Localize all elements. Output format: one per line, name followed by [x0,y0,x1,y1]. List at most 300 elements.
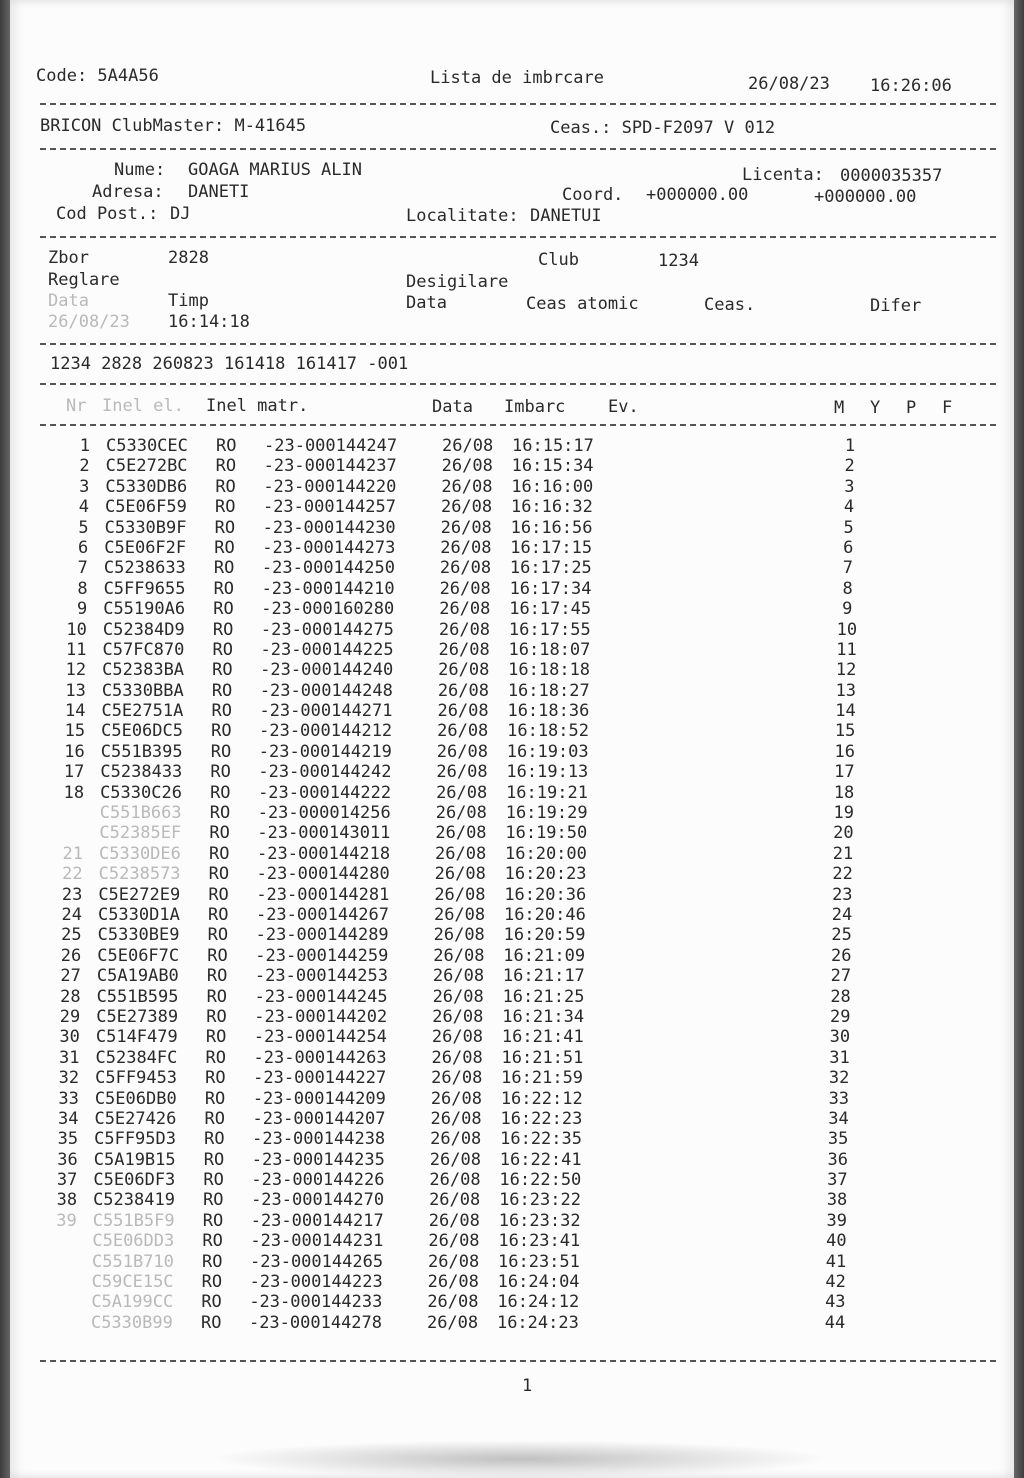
country-code: RO [203,1170,224,1191]
electronic-ring: C551B395 [100,741,183,762]
registration-ring: -23-000144263 [253,1047,387,1068]
row-number: 6 [78,537,89,558]
electronic-ring: C5330C26 [100,782,182,803]
position-m: 8 [842,578,853,599]
table-row [47,640,951,660]
electronic-ring: C5A19AB0 [96,966,179,987]
position-m: 5 [843,517,854,538]
table-row [50,436,950,456]
position-m: 24 [831,904,853,925]
print-date: 26/08/23 [748,74,830,94]
name-label: Nume: [114,160,166,180]
table-row [47,620,950,640]
row-number: 11 [66,639,87,660]
arrival-date: 26/08 [435,803,487,824]
position-m: 34 [828,1108,849,1129]
position-m: 14 [835,701,856,722]
registration-ring: -23-000144202 [254,1006,388,1027]
registration-ring: -23-000144235 [251,1149,385,1170]
electronic-ring: C57FC870 [102,639,185,660]
row-number: 16 [64,741,85,762]
country-code: RO [205,1027,227,1048]
country-code: RO [204,1108,225,1129]
row-number: 34 [57,1108,79,1129]
position-m: 12 [835,660,857,681]
arrival-time: 16:23:32 [498,1210,581,1231]
arrival-time: 16:17:34 [509,578,592,599]
divider [40,383,996,385]
country-code: RO [211,721,232,742]
country-code: RO [202,1210,224,1231]
electronic-ring: C514F479 [95,1027,178,1048]
arrival-time: 16:20:46 [503,904,586,925]
table-row [41,966,950,986]
position-m: 4 [843,497,855,518]
row-number: 28 [60,986,81,1007]
table-row [35,1292,950,1312]
arrival-date: 26/08 [440,497,493,518]
reglare-date: 26/08/23 [48,312,130,332]
electronic-ring: C52383BA [102,660,185,681]
arrival-time: 16:22:23 [500,1108,583,1129]
arrival-time: 16:21:34 [502,1006,585,1027]
timp-label: Timp [168,291,209,311]
licence-label: Licenta: [742,165,824,185]
country-code: RO [210,782,231,803]
arrival-time: 16:19:13 [506,762,589,783]
arrival-date: 26/08 [428,1210,480,1231]
country-code: RO [209,823,230,844]
arrival-date: 26/08 [438,619,491,640]
country-code: RO [205,1068,226,1089]
electronic-ring: C5330BE9 [97,925,180,946]
arrival-time: 16:15:34 [511,456,594,477]
table-row [49,518,950,538]
registration-ring: -23-000144219 [258,741,392,762]
electronic-ring: C5FF9453 [95,1068,178,1089]
electronic-ring: C5FF95D3 [94,1129,176,1150]
col-inel-matr: Inel matr. [206,396,309,416]
row-number: 33 [58,1088,79,1109]
coord-label: Coord. [562,185,624,205]
arrival-time: 16:21:17 [502,966,585,987]
arrival-date: 26/08 [431,1047,483,1068]
arrival-date: 26/08 [436,762,488,783]
arrival-date: 26/08 [437,701,489,722]
table-row [48,558,950,578]
arrival-date: 26/08 [436,782,488,803]
arrival-time: 16:23:22 [499,1190,581,1211]
registration-ring: -23-000144230 [262,517,396,538]
registration-ring: -23-000144226 [251,1170,385,1191]
arrival-date: 26/08 [427,1292,479,1313]
country-code: RO [206,986,228,1007]
clock-label: Ceas.: SPD-F2097 V 012 [550,118,776,138]
photo-shadow [210,1440,830,1478]
reglare-data-label: Data [48,291,89,311]
country-code: RO [207,945,228,966]
reglare-time: 16:14:18 [168,312,250,332]
position-m: 6 [843,537,854,558]
owner-address: DANETI [188,182,250,202]
arrival-time: 16:19:29 [505,803,588,824]
arrival-time: 16:18:52 [507,721,589,742]
row-number: 32 [58,1068,80,1089]
country-code: RO [202,1251,223,1272]
electronic-ring: C55190A6 [103,599,186,620]
position-m: 23 [832,884,853,905]
coord-value-2: +000000.00 [814,187,917,207]
table-row [44,783,950,803]
registration-ring: -23-000144209 [252,1088,386,1109]
position-m: 43 [825,1292,846,1313]
col-inel-el: Inel el. [102,396,184,416]
electronic-ring: C5330D1A [97,904,180,925]
row-number: 27 [60,966,81,987]
arrival-time: 16:19:21 [506,782,588,803]
arrival-time: 16:16:00 [511,476,594,497]
table-row [50,456,950,476]
arrival-date: 26/08 [437,680,489,701]
arrival-time: 16:20:36 [504,884,587,905]
row-number: 21 [62,843,83,864]
col-ev: Ev. [608,397,639,417]
arrival-date: 26/08 [435,843,487,864]
arrival-date: 26/08 [438,639,490,660]
table-row [37,1170,950,1190]
row-number: 25 [61,925,82,946]
registration-ring: -23-000144227 [253,1068,387,1089]
registration-ring: -23-000144240 [260,660,394,681]
col-imbarc: Imbarc [504,397,566,417]
registration-ring: -23-000144248 [259,680,393,701]
arrival-date: 26/08 [429,1149,481,1170]
registration-ring: -23-000160280 [261,599,395,620]
arrival-date: 26/08 [426,1312,479,1333]
row-number: 31 [59,1047,80,1068]
electronic-ring: C5238573 [98,864,181,885]
table-row [39,1068,950,1088]
position-m: 9 [842,599,853,620]
table-row [45,701,950,721]
registration-ring: -23-000144254 [253,1027,387,1048]
arrival-time: 16:18:36 [507,701,590,722]
registration-ring: -23-000144212 [259,721,393,742]
arrival-time: 16:23:51 [498,1251,580,1272]
position-m: 21 [832,843,854,864]
electronic-ring: C551B595 [96,986,179,1007]
row-number: 29 [59,1006,81,1027]
position-m: 26 [831,945,852,966]
col-nr: Nr [66,396,87,416]
owner-name: GOAGA MARIUS ALIN [188,160,362,180]
arrival-time: 16:22:50 [499,1170,582,1191]
difer-label: Difer [870,296,922,316]
ceas-label: Ceas. [704,295,756,315]
country-code: RO [207,904,229,925]
country-code: RO [214,517,236,538]
table-row [42,925,950,945]
country-code: RO [214,537,235,558]
registration-ring: -23-000144265 [250,1251,384,1272]
electronic-ring: C5E06DF3 [93,1170,176,1191]
country-code: RO [205,1047,226,1068]
table-row [41,946,950,966]
registration-ring: -23-000144250 [261,558,395,579]
arrival-time: 16:17:25 [509,558,592,579]
table-row [39,1089,950,1109]
position-m: 13 [835,680,857,701]
position-m: 27 [830,966,852,987]
row-number: 39 [56,1210,77,1231]
country-code: RO [209,843,230,864]
registration-ring: -23-000144223 [249,1272,383,1293]
registration-ring: -23-000144247 [264,436,398,456]
arrival-date: 26/08 [432,1006,484,1027]
arrival-date: 26/08 [431,1068,483,1089]
arrival-time: 16:15:17 [512,436,594,456]
table-row [38,1129,950,1149]
row-number: 12 [65,660,87,681]
arrival-time: 16:22:12 [500,1088,583,1109]
registration-ring: -23-000144257 [262,497,397,518]
arrival-date: 26/08 [430,1108,482,1129]
country-code: RO [204,1088,226,1109]
divider [40,1360,996,1362]
table-row [48,538,950,558]
owner-postcode: DJ [170,204,191,224]
position-m: 44 [824,1312,846,1333]
arrival-date: 26/08 [437,721,489,742]
row-number: 14 [64,701,86,722]
arrival-time: 16:19:03 [506,741,589,762]
row-number: 38 [56,1190,78,1211]
country-code: RO [213,578,235,599]
arrival-time: 16:20:00 [505,843,587,864]
arrival-time: 16:18:27 [507,680,590,701]
row-number: 15 [64,721,86,742]
arrival-date: 26/08 [441,456,493,477]
position-m: 17 [834,762,855,783]
table-row [40,1027,950,1047]
country-code: RO [212,619,234,640]
table-row [38,1109,950,1129]
table-row [49,477,950,497]
position-m: 42 [825,1272,846,1293]
position-m: 15 [834,721,856,742]
table-row [43,864,950,884]
country-code: RO [210,762,231,783]
table-row [42,885,950,905]
row-number: 23 [61,884,83,905]
arrival-time: 16:18:07 [508,639,591,660]
flight-summary-line: 1234 2828 260823 161418 161417 -001 [50,354,409,374]
position-m: 35 [827,1129,849,1150]
arrival-time: 16:22:35 [500,1129,582,1150]
country-code: RO [208,884,229,905]
position-m: 31 [829,1047,850,1068]
country-code: RO [213,558,235,579]
position-m: 39 [826,1210,847,1231]
arrival-date: 26/08 [433,904,486,925]
registration-ring: -23-000144271 [259,701,393,722]
country-code: RO [211,701,232,722]
table-row [46,681,950,701]
registration-ring: -23-000144270 [251,1190,385,1211]
country-code: RO [200,1312,222,1333]
row-number: 13 [65,680,86,701]
country-code: RO [202,1231,223,1252]
registration-ring: -23-000144237 [263,456,397,477]
col-y: Y [870,398,881,418]
arrival-time: 16:21:59 [501,1068,584,1089]
col-p: P [906,398,917,418]
table-row [37,1190,950,1210]
electronic-ring: C5E272BC [105,456,188,477]
table-row [42,905,950,925]
electronic-ring: C52384FC [95,1047,178,1068]
table-row [37,1211,950,1231]
country-code: RO [210,741,232,762]
arrival-time: 16:21:51 [501,1047,584,1068]
electronic-ring: C5238419 [93,1190,175,1211]
row-number: 26 [60,945,82,966]
position-m: 18 [833,782,855,803]
electronic-ring: C5A199CC [91,1292,174,1313]
electronic-ring: C551B5F9 [92,1210,175,1231]
country-code: RO [203,1149,225,1170]
table-row [45,742,950,762]
registration-ring: -23-000144281 [256,884,390,905]
electronic-ring: C5330DE6 [99,843,181,864]
row-number: 30 [59,1027,80,1048]
registration-ring: -23-000144233 [249,1292,383,1313]
position-m: 16 [834,741,855,762]
position-m: 32 [828,1068,850,1089]
club-number: 1234 [658,251,699,271]
arrival-time: 16:22:41 [499,1149,582,1170]
country-code: RO [203,1190,224,1211]
electronic-ring: C5E27426 [94,1108,177,1129]
registration-ring: -23-000144222 [258,782,392,803]
registration-ring: -23-000144259 [255,945,389,966]
electronic-ring: C5E06F59 [104,497,187,518]
arrival-date: 26/08 [439,558,492,579]
arrival-time: 16:17:45 [509,599,592,620]
country-code: RO [208,864,230,885]
arrival-time: 16:18:18 [508,660,591,681]
col-data: Data [432,397,473,417]
table-row [47,599,950,619]
registration-ring: -23-000144245 [254,986,388,1007]
arrival-date: 26/08 [441,476,493,497]
table-row [49,497,950,517]
arrival-date: 26/08 [430,1129,482,1150]
registration-ring: -23-000014256 [257,803,391,824]
position-m: 11 [836,639,857,660]
row-number: 1 [79,436,90,456]
arrival-date: 26/08 [433,945,485,966]
table-row [36,1272,950,1292]
licence-number: 0000035357 [840,166,943,186]
row-number: 9 [76,599,88,620]
arrival-time: 16:20:59 [503,925,586,946]
country-code: RO [209,803,231,824]
table-row [41,987,950,1007]
registration-ring: -23-000144207 [252,1108,386,1129]
table-row [36,1231,950,1251]
row-number: 22 [62,864,83,885]
electronic-ring: C551B710 [92,1251,174,1272]
electronic-ring: C5E06DB0 [94,1088,177,1109]
registration-ring: -23-000144242 [258,762,392,783]
arrival-date: 26/08 [432,986,484,1007]
position-m: 33 [828,1088,850,1109]
country-code: RO [212,639,233,660]
divider [40,148,996,150]
row-number: 5 [78,517,89,538]
arrival-time: 16:21:09 [503,945,586,966]
table-row [35,1313,950,1333]
electronic-ring: C5E2751A [101,701,184,722]
registration-ring: -23-000144225 [260,639,394,660]
arrival-time: 16:19:50 [505,823,588,844]
electronic-ring: C5E06DD3 [92,1231,175,1252]
registration-ring: -23-000144289 [255,925,389,946]
arrival-time: 16:20:23 [504,864,587,885]
registration-ring: -23-000144267 [255,904,390,925]
registration-ring: -23-000143011 [257,823,391,844]
row-number: 4 [78,497,89,518]
registration-ring: -23-000144217 [250,1210,384,1231]
registration-ring: -23-000144218 [257,843,391,864]
divider [40,103,996,105]
position-m: 38 [826,1190,848,1211]
arrival-date: 26/08 [435,823,487,844]
table-row [36,1252,950,1272]
table-row [40,1048,951,1068]
desigilare-label: Desigilare [406,272,509,292]
position-m: 25 [831,925,852,946]
document-title: Lista de imbrcare [430,68,604,88]
position-m: 29 [829,1006,851,1027]
position-m: 2 [844,456,855,477]
ceas-atomic-label: Ceas atomic [526,294,639,314]
electronic-ring: C5330CEC [106,436,188,456]
position-m: 3 [844,476,855,497]
arrival-time: 16:24:12 [497,1292,580,1313]
arrival-date: 26/08 [429,1190,481,1211]
table-row [45,721,950,741]
arrival-date: 26/08 [439,578,491,599]
table-row [44,803,950,823]
page-number: 1 [522,1376,533,1396]
electronic-ring: C5330B99 [90,1312,173,1333]
row-number: 18 [63,782,85,803]
owner-locality: DANETUI [530,206,602,226]
table-row [44,762,950,782]
electronic-ring: C5A19B15 [93,1149,176,1170]
arrival-time: 16:17:55 [508,619,591,640]
code-label: Code: 5A4A56 [36,66,159,86]
electronic-ring: C5E272E9 [98,884,181,905]
electronic-ring: C5330B9F [104,517,187,538]
row-number: 10 [66,619,87,640]
desigilare-data-label: Data [406,293,447,313]
electronic-ring: C5E06DC5 [101,721,183,742]
arrival-date: 26/08 [431,1027,484,1048]
arrival-date: 26/08 [438,660,490,681]
